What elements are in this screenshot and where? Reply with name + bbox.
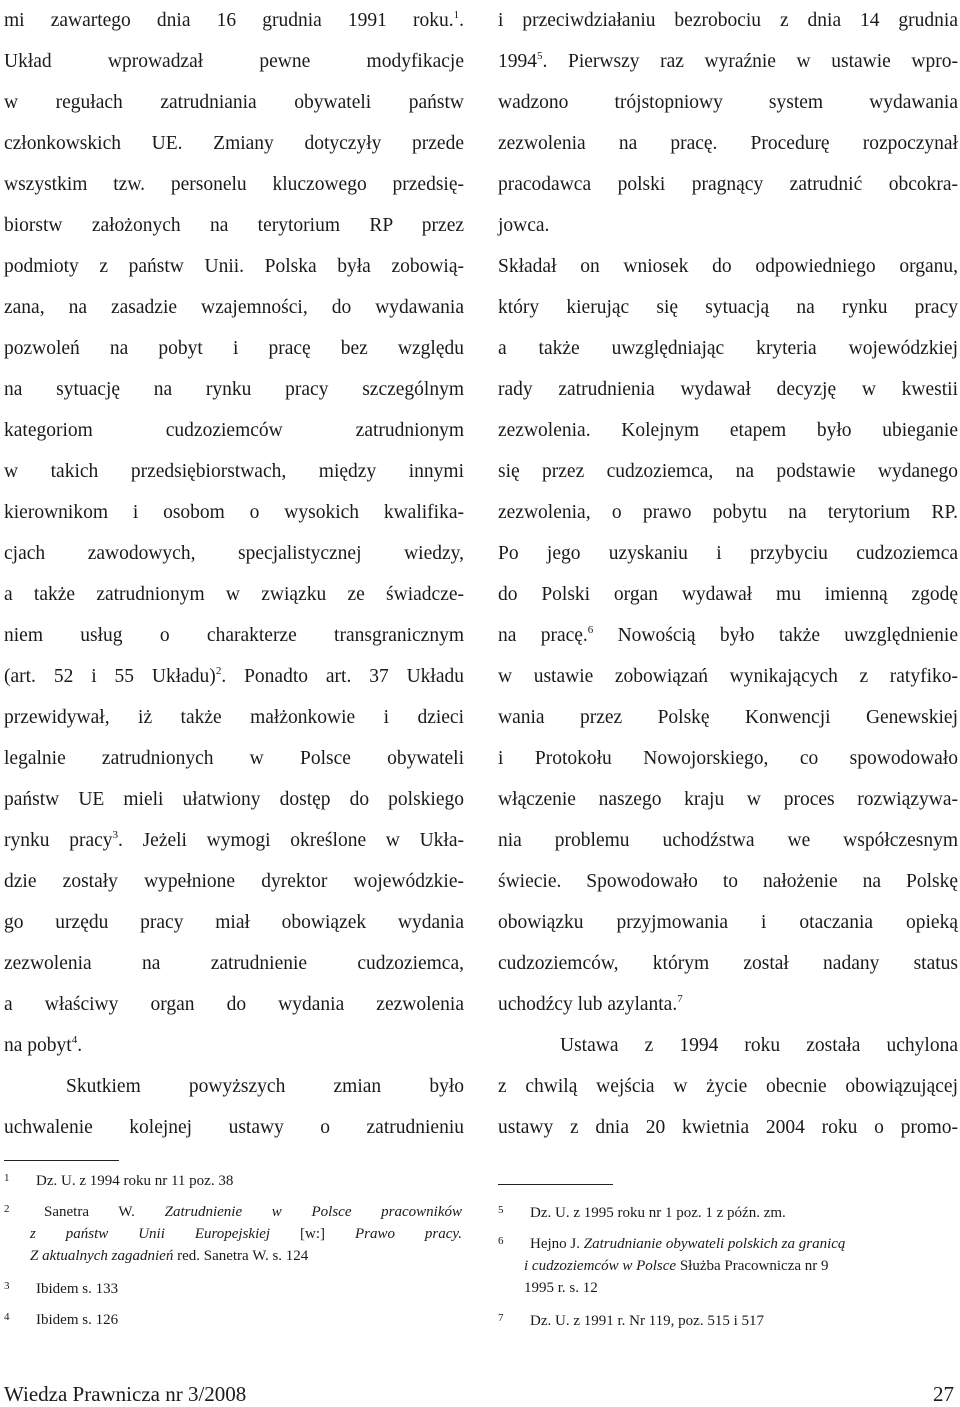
footnote-number: 2 (4, 1203, 10, 1215)
text-line: wszystkim tzw. personelu kluczowego przedsię- (4, 174, 464, 195)
footnote-text: Dz. U. z 1994 roku nr 11 poz. 38 (36, 1173, 234, 1189)
text-line: w ustawie zobowiązań wynikających z ratyfiko- (498, 666, 958, 687)
text-line: państw UE mieli ułatwiony dostęp do polskiego (4, 789, 464, 810)
text-line: kategoriom cudzoziemców zatrudnionym (4, 420, 464, 441)
text-line: wadzono trójstopniowy system wydawania (498, 92, 958, 113)
text-line: a także uwzględniając kryteria wojewódzkiej (498, 338, 958, 359)
text-line: zezwolenia na zatrudnienie cudzoziemca, (4, 953, 464, 974)
text-line: z chwilą wejścia w życie obecnie obowiązującej (498, 1076, 958, 1097)
text-line: i przeciwdziałaniu bezrobociu z dnia 14 grudnia (498, 10, 958, 31)
text-line: rady zatrudnienia wydawał decyzję w kwestii (498, 379, 958, 400)
footnote-6 (498, 1233, 958, 1299)
right-text-column (498, 0, 958, 1148)
text-line: cjach zawodowych, specjalistycznej wiedzy, (4, 543, 464, 564)
text-line: Składał on wniosek do odpowiedniego organu, (498, 256, 958, 277)
footnote-text: Dz. U. z 1991 r. Nr 119, poz. 515 i 517 (530, 1313, 764, 1329)
text-line: świecie. Spowodowało to nałożenie na Polskę (498, 871, 958, 892)
text-line: na pobyt$^4$. (4, 1034, 83, 1056)
text-line: na pracę.$^6$ Nowością było także uwzględnienie (498, 624, 958, 646)
text-line: na sytuację na rynku pracy szczególnym (4, 379, 464, 400)
footnote-1 (4, 1170, 464, 1192)
text-line: pozwoleń na pobyt i pracę bez względu (4, 338, 464, 359)
footnote-7 (498, 1310, 958, 1332)
text-line: rynku pracy$^3$. Jeżeli wymogi określone w Ukła- (4, 829, 464, 851)
text-line: cudzoziemców, którym został nadany status (498, 953, 958, 974)
text-line: członkowskich UE. Zmiany dotyczyły przede (4, 133, 464, 154)
text-line: mi zawartego dnia 16 grudnia 1991 roku.$^1$. (4, 9, 464, 31)
text-line: niem usług o charakterze transgranicznym (4, 625, 464, 646)
footnote-separator (4, 1160, 119, 1161)
left-text-column (4, 0, 464, 1148)
text-line: włączenie naszego kraju w proces rozwiązywa- (498, 789, 958, 810)
text-line: biorstw założonych na terytorium RP przez (4, 215, 464, 236)
footnote-text: Hejno J. Zatrudnianie obywateli polskich za granicą i cudzoziemców w Polsce Służba Pracownicza nr 9 1995 r. s. 12 (524, 1236, 846, 1296)
footnote-ref[interactable]: 7 (677, 993, 683, 1005)
footnote-number: 4 (4, 1311, 10, 1323)
footnote-2 (4, 1201, 464, 1267)
text-line: się przez cudzoziemca, na podstawie wydanego (498, 461, 958, 482)
text-line: w takich przedsiębiorstwach, między innymi (4, 461, 464, 482)
text-line: go urzędu pracy miał obowiązek wydania (4, 912, 464, 933)
text-line: 1994$^5$. Pierwszy raz wyraźnie w ustawie wpro- (498, 50, 958, 72)
text-line: do Polski organ wydawał mu imienną zgodę (498, 584, 958, 605)
text-line: (art. 52 i 55 Układu)$^2$. Ponadto art. 37 Układu (4, 665, 464, 687)
text-line: w regułach zatrudniania obywateli państw (4, 92, 464, 113)
footnote-number: 7 (498, 1312, 504, 1324)
text-line: wania przez Polskę Konwencji Genewskiej (498, 707, 958, 728)
text-line: jowca. (498, 215, 550, 236)
text-line: zezwolenia. Kolejnym etapem było ubieganie (498, 420, 958, 441)
text-line: obowiązku przyjmowania i otaczania opieką (498, 912, 958, 933)
text-line: przewidywał, iż także małżonkowie i dzieci (4, 707, 464, 728)
text-line: zana, na zasadzie wzajemności, do wydawania (4, 297, 464, 318)
text-line: ustawy z dnia 20 kwietnia 2004 roku o promo- (498, 1117, 958, 1138)
text-line: uchodźcy lub azylanta.$^7$ (498, 993, 683, 1015)
footnote-ref[interactable]: 2 (215, 665, 222, 677)
journal-footer: Wiedza Prawnicza nr 3/2008 (4, 1382, 247, 1406)
text-line: i Protokołu Nowojorskiego, co spowodowało (498, 748, 958, 769)
text-line: zezwolenia na pracę. Procedurę rozpoczynał (498, 133, 958, 154)
text-line: nia problemu uchodźstwa we współczesnym (498, 830, 958, 851)
footnote-ref[interactable]: 3 (112, 829, 118, 841)
footnote-ref[interactable]: 6 (587, 624, 594, 636)
text-line: Układ wprowadzał pewne modyfikacje (4, 51, 464, 72)
footnote-number: 5 (498, 1204, 504, 1216)
text-line: Skutkiem powyższych zmian było (66, 1076, 464, 1097)
text-line: pracodawca polski pragnący zatrudnić obcokra- (498, 174, 958, 195)
footnote-ref[interactable]: 1 (453, 9, 460, 21)
text-line: Ustawa z 1994 roku została uchylona (560, 1035, 958, 1056)
footnote-number: 1 (4, 1172, 10, 1184)
text-line: Po jego uzyskaniu i przybyciu cudzoziemca (498, 543, 958, 564)
text-line: zezwolenia, o prawo pobytu na terytorium RP. (498, 502, 958, 523)
text-line: legalnie zatrudnionych w Polsce obywateli (4, 748, 464, 769)
footnote-text: Ibidem s. 133 (36, 1281, 119, 1297)
footnote-4 (4, 1309, 464, 1331)
footnote-ref[interactable]: 4 (71, 1034, 78, 1046)
footnote-text: Ibidem s. 126 (36, 1312, 119, 1328)
text-line: podmioty z państw Unii. Polska była zobowią- (4, 256, 464, 277)
text-line: który kierując się sytuacją na rynku pracy (498, 297, 958, 318)
footnote-text: Dz. U. z 1995 roku nr 1 poz. 1 z późn. zm. (530, 1205, 786, 1221)
text-line: dzie zostały wypełnione dyrektor wojewódzkie- (4, 871, 464, 892)
text-line: uchwalenie kolejnej ustawy o zatrudnieniu (4, 1117, 464, 1138)
footnote-5 (498, 1202, 958, 1224)
footnote-separator (498, 1184, 613, 1185)
footnote-number: 6 (498, 1235, 504, 1247)
footnote-number: 3 (4, 1280, 10, 1292)
page-number: 27 (933, 1382, 954, 1406)
footnote-3 (4, 1278, 464, 1300)
footnote-ref[interactable]: 5 (537, 50, 543, 62)
text-line: a właściwy organ do wydania zezwolenia (4, 994, 464, 1015)
text-line: a także zatrudnionym w związku ze świadcze- (4, 584, 464, 605)
footnote-text: Sanetra W. Zatrudnienie w Polsce pracowników z państw Unii Europejskiej [w:] Prawo pracy. Z aktualnych zagadnień red. Sanetra W. s. 124 (30, 1204, 462, 1264)
text-line: kierownikom i osobom o wysokich kwalifika- (4, 502, 464, 523)
